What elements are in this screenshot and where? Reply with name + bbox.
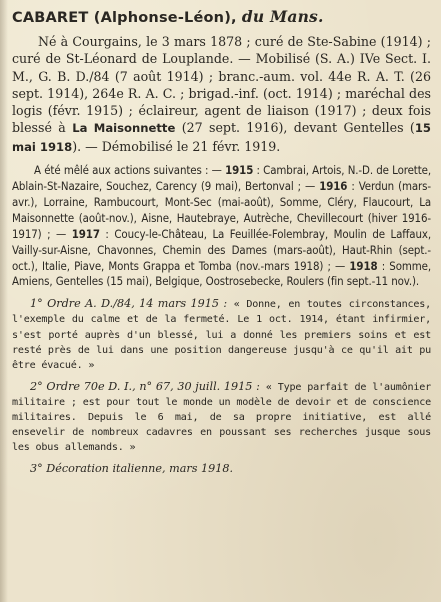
entry-heading: [12, 7, 431, 28]
citation-paragraph: [12, 379, 431, 455]
bio-text-after: ). — Démobilisé le 21 févr. 1919.: [72, 138, 281, 154]
bio-text-before: Né à Courgains, le 3 mars 1878 ; curé de Ste-Sabine (1914) ; curé de St-Léonard de Louplande. — Mobilisé (S. A.) IVe Sect. I. M., G. B. D./84 (7 août 1914) ; branc.-aum. vol. 44e R. A. T. (26 sept. 1914), 264e R. A. C. ; brigad.-inf. (oct. 1914) ; maréchal des logis (févr. 1915) ; éclaireur, agent de liaison (1917) ; deux fois blessé à: [12, 34, 431, 136]
citation-heading: 1° Ordre A. D./84, 14 mars 1915 :: [30, 297, 228, 311]
year-1916: 1916: [319, 178, 348, 193]
citation-heading: 2° Ordre 70e D. I., n° 67, 30 juill. 1915 :: [30, 379, 260, 393]
entry-origin: du Mans.: [241, 7, 324, 26]
actions-1917: : Coucy-le-Château, La Feuillée-Folembray, Moulin de Laffaux, Vailly-sur-Aisne, Chavonnes, Chemin des Dames (mars-août), Haut-Rhin (sept.-oct.), Italie, Piave, Monts Grappa et Tomba (nov.-mars 1918) ; —: [12, 226, 431, 273]
actions-1918: : Somme, Amiens, Gentelles (15 mai), Belgique, Oostrosebecke, Roulers (fin sept.-11 nov.).: [12, 258, 431, 289]
entry-name: CABARET (Alphonse-Léon),: [12, 10, 237, 26]
year-1918: 1918: [349, 258, 378, 273]
actions-intro: A été mêlé aux actions suivantes : —: [34, 163, 226, 178]
bio-place: La Maisonnette: [72, 121, 176, 136]
actions-paragraph: [12, 163, 431, 290]
citation-text: « Donne, en toutes circonstances, l'exemple du calme et de la fermeté. Le 1 oct. 1914, étant infirmier, s'est porté auprès d'un blessé, lui a donné les premiers soins et est resté près de lui dans une position dangereuse jusqu'à ce qu'il ait pu être évacué. »: [12, 299, 431, 371]
year-1917: 1917: [71, 226, 100, 241]
decoration-line: 3° Décoration italienne, mars 1918.: [30, 462, 234, 476]
citation-paragraph: [12, 296, 431, 372]
bio-date: 15 mai 1918: [12, 121, 431, 154]
year-1915: 1915: [225, 163, 254, 178]
biography-paragraph: [12, 33, 431, 156]
actions-1915: : Cambrai, Artois, N.-D. de Lorette, Ablain-St-Nazaire, Souchez, Carency (9 mai), Bertonval ; —: [12, 163, 431, 193]
actions-1916: : Verdun (mars-avr.), Lorraine, Rambucourt, Mont-Sec (mai-août), Somme, Cléry, Flaucourt, La Maisonnette (août-nov.), Aisne, Hautebraye, Autrèche, Chevillecourt (hiver 1916-1917) ; —: [12, 178, 431, 241]
page-edge-shadow: [0, 0, 8, 602]
bio-text-mid: (27 sept. 1916), devant Gentelles (: [175, 120, 415, 136]
citation-text: « Type parfait de l'aumônier militaire ; est pour tout le monde un modèle de devoir et de conscience militaires. Depuis le 6 mai, de sa propre initiative, est allé ensevelir de nombreux cadavres en poussant ses recherches jusque sous les obus allemands. »: [12, 381, 431, 454]
